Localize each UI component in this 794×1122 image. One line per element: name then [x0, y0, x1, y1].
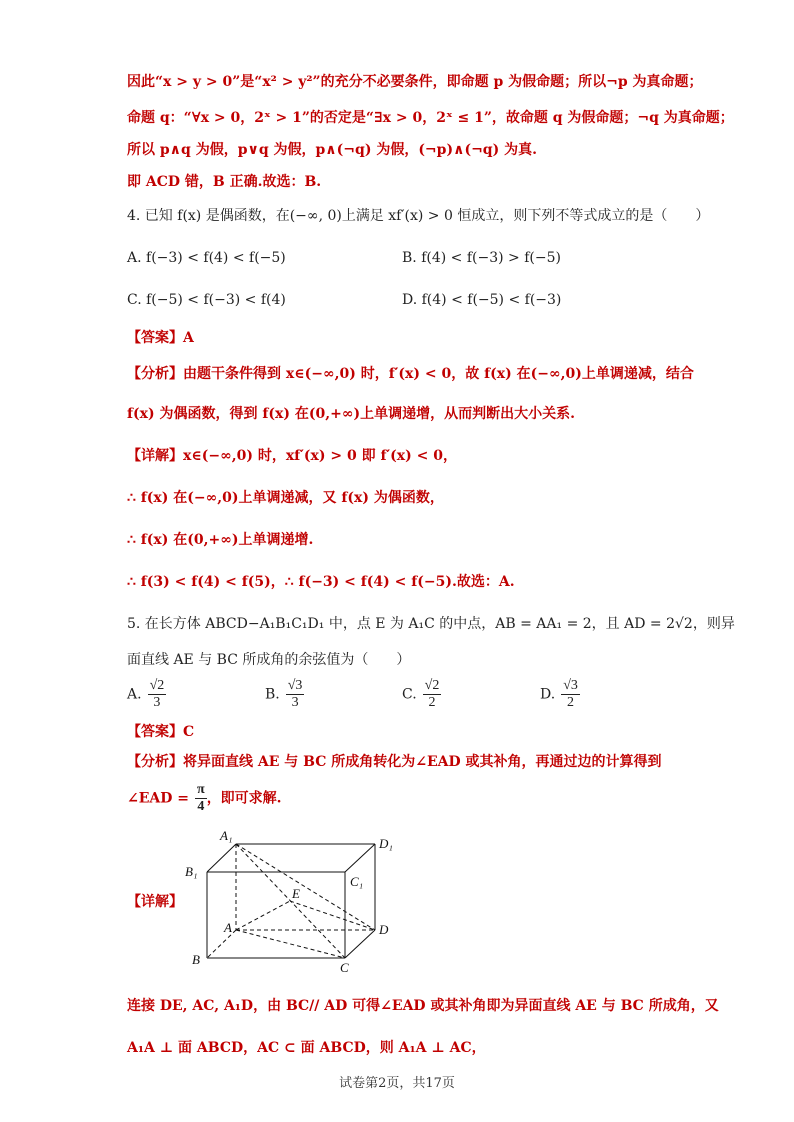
q4-detail-2: ∴ f(x) 在(−∞,0)上单调递减，又 f(x) 为偶函数，	[127, 490, 444, 506]
q4-analysis-1: 【分析】由题干条件得到 x∈(−∞,0) 时，f′(x) < 0，故 f(x) 在(−∞,0)上单调递减，结合	[127, 366, 694, 382]
q4-detail-3: ∴ f(x) 在(0,+∞)上单调递增.	[127, 532, 314, 548]
q4-option-b: B. f(4) < f(−3) > f(−5)	[402, 250, 561, 266]
pi-over-four: $\frac{\pi}{4}$	[197, 782, 205, 814]
q4-stem: 4. 已知 f(x) 是偶函数，在(−∞, 0)上满足 xf′(x) > 0 恒成立，则下列不等式成立的是（ ）	[127, 208, 710, 224]
cuboid-figure	[180, 826, 400, 976]
edge-d1-c1	[345, 844, 375, 872]
edge-d-c	[345, 930, 375, 958]
angle-ead-label: ∠EAD =	[127, 790, 190, 807]
seg-a-e	[236, 901, 290, 930]
q4-answer: 【答案】A	[127, 330, 194, 346]
q5-conn-2: A₁A ⊥ 面 ABCD，AC ⊂ 面 ABCD，则 A₁A ⊥ AC，	[127, 1040, 486, 1056]
diag-a-c	[236, 930, 345, 958]
q5-option-b	[265, 678, 304, 711]
label-a1: A₁	[220, 828, 233, 843]
q5-analysis-1: 【分析】将异面直线 AE 与 BC 所成角转化为∠EAD 或其补角，再通过边的计算得到	[127, 754, 662, 770]
line-3: 所以 p∧q 为假，p∨q 为假，p∧(¬q) 为假，(¬p)∧(¬q) 为真.	[127, 142, 537, 158]
label-b: B	[192, 952, 200, 967]
q5-conn-1: 连接 DE, AC, A₁D，由 BC// AD 可得∠EAD 或其补角即为异面直线 AE 与 BC 所成角，又	[127, 998, 719, 1014]
label-c: C	[340, 960, 349, 975]
q5-stem-1: 5. 在长方体 ABCD−A₁B₁C₁D₁ 中，点 E 为 A₁C 的中点，AB = AA₁ = 2，且 AD = 2√2，则异	[127, 616, 735, 632]
q5-option-c-fraction: $\frac{√2}{2}$	[424, 678, 440, 710]
q5-answer: 【答案】C	[127, 724, 195, 740]
label-a: A	[224, 920, 232, 935]
q5-option-c	[402, 678, 441, 711]
q5-option-d-letter: D.	[540, 686, 556, 703]
q5-option-b-fraction: $\frac{√3}{3}$	[287, 678, 303, 710]
q5-option-a-letter: A.	[127, 686, 142, 703]
q4-analysis-2: f(x) 为偶函数，得到 f(x) 在(0,+∞)上单调递增，从而判断出大小关系.	[127, 406, 575, 422]
q4-option-c: C. f(−5) < f(−3) < f(4)	[127, 292, 286, 308]
edge-a1-b1	[207, 844, 236, 872]
label-d: D	[379, 922, 389, 937]
q5-stem-2: 面直线 AE 与 BC 所成角的余弦值为（ ）	[127, 652, 411, 668]
q5-option-b-letter: B.	[265, 686, 280, 703]
label-c1: C₁	[350, 874, 364, 889]
q5-option-d-fraction: $\frac{√3}{2}$	[563, 678, 578, 710]
q4-option-a: A. f(−3) < f(4) < f(−5)	[127, 250, 286, 266]
q5-option-c-letter: C.	[402, 686, 417, 703]
label-e: E	[292, 886, 300, 901]
q5-analysis-2	[127, 782, 694, 820]
q5-detail-label: 【详解】	[127, 894, 183, 910]
q5-option-d	[540, 678, 580, 711]
q5-option-a-fraction: $\frac{√2}{3}$	[149, 678, 165, 710]
page-footer: 试卷第2页，共17页	[339, 1076, 455, 1091]
analysis-suffix: ，即可求解.	[206, 790, 282, 807]
seg-e-d	[290, 901, 375, 930]
label-b1: B₁	[185, 864, 198, 879]
line-4: 即 ACD 错，B 正确.故选：B.	[127, 174, 322, 190]
label-d1: D₁	[379, 836, 393, 851]
line-2: 命题 q：“∀x > 0，2ˣ > 1”的否定是“∃x > 0，2ˣ ≤ 1”，故命题 q 为假命题；¬q 为真命题；	[127, 110, 734, 126]
q4-detail-4: ∴ f(3) < f(4) < f(5)，∴ f(−3) < f(4) < f(−5).故选：A.	[127, 574, 515, 590]
q4-option-d: D. f(4) < f(−5) < f(−3)	[402, 292, 562, 308]
q4-detail-1: 【详解】x∈(−∞,0) 时，xf′(x) > 0 即 f′(x) < 0，	[127, 448, 457, 464]
line-1: 因此“x > y > 0”是“x² > y²”的充分不必要条件，即命题 p 为假命题；所以¬p 为真命题；	[127, 74, 703, 90]
q5-option-a	[127, 678, 166, 711]
